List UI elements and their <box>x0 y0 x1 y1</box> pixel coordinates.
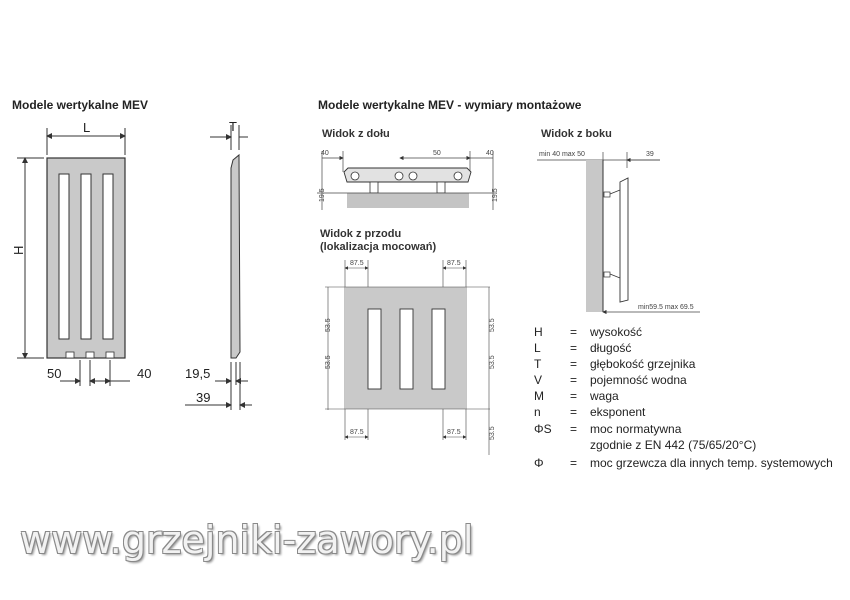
svg-text:L: L <box>534 341 541 355</box>
legend-row-H <box>534 325 642 339</box>
front-dim-87-5-tr: 87.5 <box>447 260 461 267</box>
dim-L: L <box>83 120 91 135</box>
svg-text:eksponent: eksponent <box>590 405 646 419</box>
svg-text:=: = <box>570 405 578 419</box>
front-dim-53-5-r3: 53.5 <box>489 426 496 440</box>
dim-H: H <box>11 245 26 255</box>
side-dim-bottom: min59.5 max 69.5 <box>638 304 694 311</box>
legend <box>534 325 833 470</box>
bottom-view <box>317 150 499 210</box>
radiator-side-profile <box>185 119 252 410</box>
front-view-title-2: (lokalizacja mocowań) <box>320 241 437 253</box>
svg-text:głębokość grzejnika: głębokość grzejnika <box>590 357 696 371</box>
bottom-dim-19-5b: 19.5 <box>492 188 499 202</box>
bottom-dim-40b: 40 <box>486 150 494 157</box>
bottom-dim-19-5a: 19.5 <box>319 188 326 202</box>
dim-50: 50 <box>47 366 62 381</box>
svg-text:Φ: Φ <box>534 456 544 470</box>
legend-row-n <box>534 405 646 419</box>
svg-text:n: n <box>534 405 541 419</box>
svg-text:H: H <box>534 325 543 339</box>
svg-text:=: = <box>570 456 578 470</box>
radiator-front-view <box>11 120 151 386</box>
svg-text:=: = <box>570 422 578 436</box>
svg-text:zgodnie z EN 442 (75/65/20°C): zgodnie z EN 442 (75/65/20°C) <box>590 438 757 452</box>
legend-row-phi <box>534 456 833 470</box>
svg-text:M: M <box>534 389 544 403</box>
svg-text:=: = <box>570 325 578 339</box>
svg-text:wysokość: wysokość <box>590 325 643 339</box>
legend-row-V <box>534 373 687 387</box>
side-dim-39: 39 <box>646 151 654 158</box>
left-title: Modele wertykalne MEV <box>12 98 149 112</box>
bottom-view-title: Widok z dołu <box>322 128 390 140</box>
dim-19-5: 19,5 <box>185 366 211 381</box>
side-dim-top: min 40 max 50 <box>539 151 585 158</box>
dim-40: 40 <box>137 366 152 381</box>
svg-text:ΦS: ΦS <box>534 422 552 436</box>
front-view <box>325 260 496 455</box>
svg-text:waga: waga <box>590 389 619 403</box>
legend-row-phi-s <box>534 422 682 436</box>
svg-text:=: = <box>570 389 578 403</box>
front-dim-53-5-l2: 53.5 <box>325 355 332 369</box>
svg-text:=: = <box>570 357 578 371</box>
front-dim-53-5-r1: 53.5 <box>489 318 496 332</box>
watermark: www.grzejniki-zawory.pl <box>20 518 474 562</box>
svg-text:pojemność wodna: pojemność wodna <box>590 373 687 387</box>
side-view-title: Widok z boku <box>541 128 612 140</box>
svg-text:moc normatywna: moc normatywna <box>590 422 682 436</box>
front-dim-87-5-br: 87.5 <box>447 429 461 436</box>
legend-row-T <box>534 357 696 371</box>
legend-row-norm <box>590 438 756 452</box>
svg-text:=: = <box>570 341 578 355</box>
dim-39: 39 <box>196 390 211 405</box>
front-view-title-1: Widok z przodu <box>320 228 402 240</box>
bottom-dim-40a: 40 <box>321 150 329 157</box>
dim-T: T <box>229 119 237 134</box>
front-dim-87-5-bl: 87.5 <box>350 429 364 436</box>
legend-row-L <box>534 341 631 355</box>
front-dim-87-5-tl: 87.5 <box>350 260 364 267</box>
svg-text:moc grzewcza dla innych temp.: moc grzewcza dla innych temp. systemowych <box>590 456 833 470</box>
front-dim-53-5-r2: 53.5 <box>489 355 496 369</box>
svg-text:=: = <box>570 373 578 387</box>
bottom-dim-50: 50 <box>433 150 441 157</box>
legend-row-M <box>534 389 619 403</box>
front-dim-53-5-l1: 53.5 <box>325 318 332 332</box>
right-title: Modele wertykalne MEV - wymiary montażowe <box>318 98 582 112</box>
svg-text:długość: długość <box>590 341 632 355</box>
side-view <box>537 151 700 312</box>
svg-text:V: V <box>534 373 543 387</box>
svg-text:T: T <box>534 357 542 371</box>
